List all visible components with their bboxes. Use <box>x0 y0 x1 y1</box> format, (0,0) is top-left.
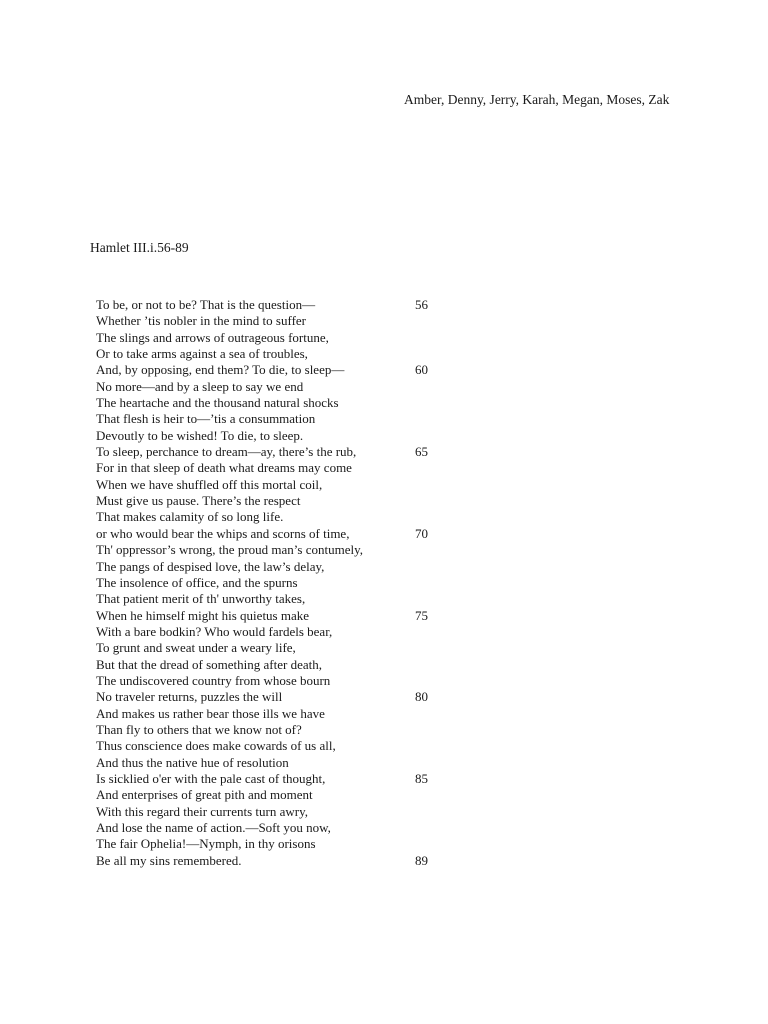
author-list: Amber, Denny, Jerry, Karah, Megan, Moses, Zak <box>404 92 670 107</box>
poem-line <box>96 330 436 346</box>
line-number: 85 <box>415 770 428 786</box>
poem-line <box>96 689 436 705</box>
poem-line-text: Whether ’tis nobler in the mind to suffer <box>96 313 306 329</box>
poem-line-text: To grunt and sweat under a weary life, <box>96 640 296 656</box>
poem-line-text: But that the dread of something after death, <box>96 656 322 672</box>
poem-line-text: With this regard their currents turn awry, <box>96 803 308 819</box>
poem-line <box>96 526 436 542</box>
poem-line <box>96 673 436 689</box>
poem-line-text: That flesh is heir to—’tis a consummation <box>96 411 316 427</box>
poem-line-text: Must give us pause. There’s the respect <box>96 493 301 509</box>
poem-line-text: Than fly to others that we know not of? <box>96 721 302 737</box>
poem-line-text: The insolence of office, and the spurns <box>96 574 298 590</box>
poem-line-text: No traveler returns, puzzles the will <box>96 689 283 705</box>
poem-line <box>96 640 436 656</box>
poem-line <box>96 297 436 313</box>
poem-line-text: With a bare bodkin? Who would fardels bear, <box>96 623 333 639</box>
poem-line <box>96 820 436 836</box>
line-number: 70 <box>415 525 428 541</box>
poem-line <box>96 836 436 852</box>
poem-line <box>96 771 436 787</box>
poem-line <box>96 379 436 395</box>
poem-line-text: The fair Ophelia!—Nymph, in thy orisons <box>96 836 316 852</box>
poem-line <box>96 722 436 738</box>
poem-line <box>96 575 436 591</box>
passage-title: Hamlet III.i.56-89 <box>90 240 189 255</box>
poem-line-text: And makes us rather bear those ills we have <box>96 705 325 721</box>
poem-line <box>96 428 436 444</box>
line-number: 75 <box>415 607 428 623</box>
poem-line-text: That patient merit of th' unworthy takes, <box>96 591 306 607</box>
poem-line-text: When we have shuffled off this mortal coil, <box>96 476 323 492</box>
poem-line-text: Is sicklied o'er with the pale cast of thought, <box>96 770 326 786</box>
poem-line <box>96 853 436 869</box>
poem-line-text: Be all my sins remembered. <box>96 852 242 868</box>
poem-line <box>96 624 436 640</box>
poem-line <box>96 444 436 460</box>
poem-line <box>96 346 436 362</box>
poem-line-text: or who would bear the whips and scorns of time, <box>96 525 350 541</box>
poem-line-text: To sleep, perchance to dream—ay, there’s the rub, <box>96 444 357 460</box>
poem-line <box>96 477 436 493</box>
poem-line-text: Or to take arms against a sea of troubles, <box>96 346 308 362</box>
poem-line-text: Thus conscience does make cowards of us all, <box>96 738 336 754</box>
poem-line <box>96 706 436 722</box>
poem-line <box>96 755 436 771</box>
poem-line <box>96 738 436 754</box>
poem-line <box>96 559 436 575</box>
poem-line-text: And, by opposing, end them? To die, to sleep— <box>96 362 345 378</box>
poem-line-text: Devoutly to be wished! To die, to sleep. <box>96 427 304 443</box>
poem-text <box>96 297 436 869</box>
poem-line-text: And lose the name of action.—Soft you now, <box>96 820 331 835</box>
poem-line <box>96 542 436 558</box>
poem-line-text: That makes calamity of so long life. <box>96 509 284 525</box>
poem-line-text: And thus the native hue of resolution <box>96 754 289 770</box>
poem-line <box>96 787 436 803</box>
poem-line-text: For in that sleep of death what dreams may come <box>96 460 352 476</box>
poem-line <box>96 804 436 820</box>
poem-line-text: And enterprises of great pith and moment <box>96 787 313 803</box>
poem-line <box>96 313 436 329</box>
poem-line-text: Th' oppressor’s wrong, the proud man’s contumely, <box>96 542 363 558</box>
line-number: 65 <box>415 444 428 460</box>
poem-line-text: The heartache and the thousand natural shocks <box>96 395 339 411</box>
line-number: 89 <box>415 852 428 868</box>
poem-line-text: When he himself might his quietus make <box>96 607 310 623</box>
poem-line <box>96 591 436 607</box>
poem-line <box>96 411 436 427</box>
poem-line <box>96 395 436 411</box>
poem-line <box>96 509 436 525</box>
line-number: 60 <box>415 362 428 378</box>
poem-line <box>96 362 436 378</box>
poem-line <box>96 493 436 509</box>
poem-line-text: No more—and by a sleep to say we end <box>96 378 304 394</box>
poem-line-text: The pangs of despised love, the law’s delay, <box>96 558 325 574</box>
poem-line <box>96 608 436 624</box>
poem-line-text: The slings and arrows of outrageous fortune, <box>96 329 329 345</box>
line-number: 80 <box>415 689 428 705</box>
poem-line-text: The undiscovered country from whose bourn <box>96 672 331 688</box>
poem-line-text: To be, or not to be? That is the question— <box>96 297 316 312</box>
poem-line <box>96 657 436 673</box>
poem-line <box>96 460 436 476</box>
line-number: 56 <box>415 297 428 312</box>
